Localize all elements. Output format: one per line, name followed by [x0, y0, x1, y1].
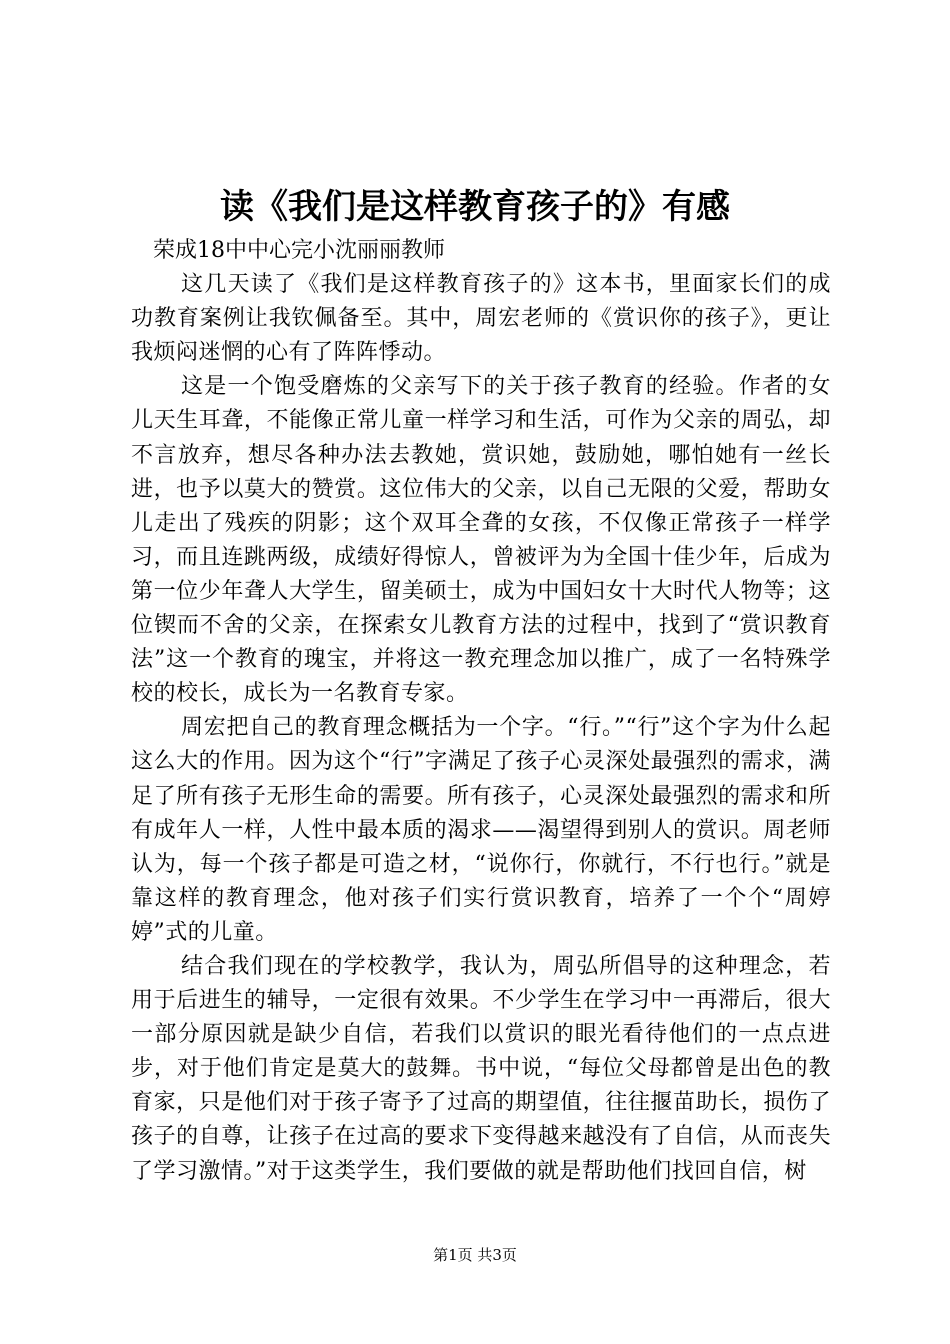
- author-line: 荣成18中中心完小沈丽丽教师: [153, 238, 445, 263]
- document-title: 读《我们是这样教育孩子的》有感: [220, 187, 730, 227]
- page-footer: 第1页 共3页: [433, 1246, 517, 1264]
- document-body: [131, 234, 831, 1189]
- paragraph-3: 周宏把自己的教育理念概括为一个字。“行。”“行”这个字为什么起这么大的作用。因为这个“行”字满足了孩子心灵深处最强烈的需求，满足了所有孩子无形生命的需要。所有孩子，心灵深处最强烈的需求和所有成年人一样，人性中最本质的渴求——渴望得到别人的赏识。周老师认为，每一个孩子都是可造之材，“说你行，你就行，不行也行。”就是靠这样的教育理念，他对孩子们实行赏识教育，培养了一个个“周婷婷”式的儿童。: [131, 715, 831, 945]
- paragraph-1: 这几天读了《我们是这样教育孩子的》这本书，里面家长们的成功教育案例让我钦佩备至。其中，周宏老师的《赏识你的孩子》，更让我烦闷迷惘的心有了阵阵悸动。: [131, 272, 831, 366]
- paragraph-4: 结合我们现在的学校教学，我认为，周弘所倡导的这种理念，若用于后进生的辅导，一定很有效果。不少学生在学习中一再滞后，很大一部分原因就是缺少自信，若我们以赏识的眼光看待他们的一点点进步，对于他们肯定是莫大的鼓舞。书中说，“每位父母都曾是出色的教育家，只是他们对于孩子寄予了过高的期望值，往往揠苗助长，损伤了孩子的自尊，让孩子在过高的要求下变得越来越没有了自信，从而丧失了学习激情。”对于这类学生，我们要做的就是帮助他们找回自信，树: [131, 953, 831, 1184]
- paragraph-2: 这是一个饱受磨炼的父亲写下的关于孩子教育的经验。作者的女儿天生耳聋，不能像正常儿童一样学习和生活，可作为父亲的周弘，却不言放弃，想尽各种办法去教她，赏识她，鼓励她，哪怕她有一丝长进，也予以莫大的赞赏。这位伟大的父亲，以自己无限的父爱，帮助女儿走出了残疾的阴影；这个双耳全聋的女孩，不仅像正常孩子一样学习，而且连跳两级，成绩好得惊人，曾被评为为全国十佳少年，后成为第一位少年聋人大学生，留美硕士，成为中国妇女十大时代人物等；这位锲而不舍的父亲，在探索女儿教育方法的过程中，找到了“赏识教育法”这一个教育的瑰宝，并将这一教充理念加以推广，成了一名特殊学校的校长，成长为一名教育专家。: [131, 374, 831, 707]
